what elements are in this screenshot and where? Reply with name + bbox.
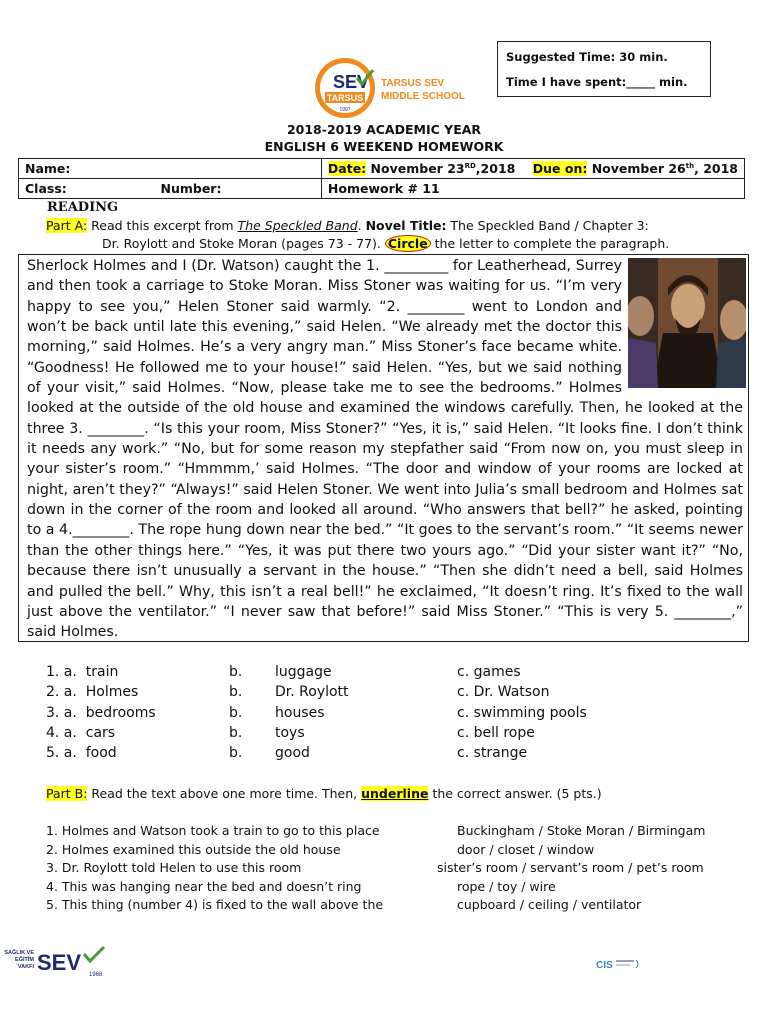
option-number: 5. a. xyxy=(46,745,77,762)
question-row xyxy=(46,841,595,860)
question-text: 3. Dr. Roylott told Helen to use this room xyxy=(46,860,302,876)
circle-keyword: Circle xyxy=(385,235,431,252)
story-illustration-image xyxy=(628,258,746,388)
homework-title: ENGLISH 6 WEEKEND HOMEWORK xyxy=(264,139,504,154)
name-cell[interactable] xyxy=(19,159,322,179)
part-a-text-2: . xyxy=(357,218,366,233)
date-year: ,2018 xyxy=(475,161,516,176)
question-text: 1. Holmes and Watson took a train to go to this place xyxy=(46,823,380,838)
class-number-cell[interactable] xyxy=(19,179,322,199)
question-row xyxy=(46,859,704,878)
option-a[interactable] xyxy=(46,703,156,723)
foundation-mark: SEV xyxy=(37,950,82,975)
time-box xyxy=(497,41,711,97)
novel-title-value: The Speckled Band / Chapter 3: xyxy=(446,218,649,233)
school-name-line1: TARSUS SEV xyxy=(381,78,445,89)
option-b[interactable]: good xyxy=(275,745,310,762)
answer-choices[interactable]: rope / toy / wire xyxy=(457,878,556,894)
option-a[interactable] xyxy=(46,743,117,763)
suggested-time: Suggested Time: 30 min. xyxy=(506,50,668,64)
part-b-instructions xyxy=(46,786,602,801)
time-spent: Time I have spent:_____ min. xyxy=(506,75,688,89)
part-b-label: Part B: xyxy=(46,786,88,801)
class-label: Class: xyxy=(25,181,67,196)
logo-year: 1997 xyxy=(339,107,351,113)
option-b-label: b. xyxy=(229,684,243,701)
question-row xyxy=(46,822,706,841)
option-a[interactable] xyxy=(46,662,118,682)
homework-number: Homework # 11 xyxy=(327,181,440,196)
option-number: 3. a. xyxy=(46,704,77,721)
option-a-text: food xyxy=(85,745,117,762)
cis-logo xyxy=(596,956,644,970)
school-logo xyxy=(313,56,473,120)
option-b-label: b. xyxy=(229,704,243,721)
option-b-label: b. xyxy=(229,724,243,741)
part-b-text-2: the correct answer. (5 pts.) xyxy=(428,786,602,801)
sev-foundation-logo-icon xyxy=(4,944,108,978)
passage-text: Sherlock Holmes and I (Dr. Watson) caught the 1. _________ for Leatherhead, Surrey and then took a carriage to Stoke Moran. Miss Stoner was waiting for us. “I’m very happy to see you,” Helen Stoner said warmly. “2. ________ went to London and won’t be back until late this evening,” said Helen. “We already met the doctor this morning,” said Holmes. He’s a very angry man.” Miss Stoner’s face became white. “Goodness! He followed me to your house!” said Helen. “Yes, but we said nothing of your visit,” said Holmes. “Now, please take me to see the bedrooms.” Holmes looked at the outside of the old house and examined the windows carefully. Then, he looked at the three 3. ________. “Is this your room, Miss Stoner?” “Yes, it is,” said Helen. “It looks fine. I don’t think it needs any work.” “No, but for some reason my stepfather said “From now on, you must sleep in your sister’s room.” “Hmmmm,’ said Holmes. “The door and window of your rooms are locked at night, aren’t they?” “Always!” said Helen Stoner. We went into Julia’s small bedroom and Holmes sat down in the corner of the room and looked all around. “Who answers that bell?” he asked, pointing to a 4.________. The rope hung down near the bed.” “It goes to the servant’s room.” “It seems newer than the other things here.” “Yes, it was put there two yours ago.” “Did your sister want it?” “No, because there isn’t unusually a servant in the house.” “Then she didn’t need a bell, said Holmes and pulled the bell.” Why, this isn’t a real bell!” he exclaimed, “It doesn’t ring. It’s fixed to the wall just above the ventilator.” “I never saw that before!” said Miss Stoner.” “This is very 5. ________,” said Holmes. xyxy=(27,258,743,641)
option-b-label: b. xyxy=(229,664,243,680)
reading-heading: READING xyxy=(47,200,119,215)
question-text: 2. Holmes examined this outside the old house xyxy=(46,841,341,857)
option-b[interactable]: Dr. Roylott xyxy=(275,684,349,701)
option-c[interactable]: c. games xyxy=(457,664,521,680)
novel-title-label: Novel Title: xyxy=(365,218,447,233)
option-a[interactable] xyxy=(46,723,115,743)
number-label: Number: xyxy=(160,181,222,196)
due-year: , 2018 xyxy=(694,161,738,176)
option-c[interactable]: c. bell rope xyxy=(457,724,535,741)
foundation-line1: SAĞLIK VE xyxy=(4,950,34,956)
option-b[interactable]: houses xyxy=(275,704,325,721)
due-sup: th xyxy=(685,161,695,170)
part-a-instructions-line2 xyxy=(102,236,669,251)
option-a-text: Holmes xyxy=(85,684,139,701)
date-sup: RD xyxy=(464,161,476,170)
book-title: The Speckled Band xyxy=(237,218,358,233)
name-label: Name: xyxy=(25,161,71,176)
option-c[interactable]: c. swimming pools xyxy=(457,704,587,721)
option-b-label: b. xyxy=(229,745,243,762)
school-name-line2: MIDDLE SCHOOL xyxy=(381,91,465,102)
answer-choices[interactable]: Buckingham / Stoke Moran / Birmingam xyxy=(457,823,706,838)
answer-choices[interactable]: door / closet / window xyxy=(457,841,595,857)
part-a-label: Part A: xyxy=(46,218,88,233)
question-text: 5. This thing (number 4) is fixed to the wall above the xyxy=(46,897,384,913)
question-text: 4. This was hanging near the bed and doesn’t ring xyxy=(46,878,362,894)
option-b[interactable]: luggage xyxy=(275,664,332,680)
option-a[interactable] xyxy=(46,682,138,702)
option-a-text: cars xyxy=(85,724,116,741)
reading-passage-box xyxy=(18,254,749,642)
answer-choices[interactable]: sister’s room / servant’s room / pet’s room xyxy=(437,860,704,876)
date-label: Date: xyxy=(327,161,367,176)
foundation-line3: VAKFI xyxy=(17,964,34,970)
option-c[interactable]: c. Dr. Watson xyxy=(457,684,550,701)
sev-logo-icon xyxy=(313,56,473,120)
option-c[interactable]: c. strange xyxy=(457,745,528,762)
due-label: Due on: xyxy=(532,161,588,176)
cis-mark: CIS xyxy=(596,960,613,971)
option-b[interactable]: toys xyxy=(275,724,305,741)
part-b-questions xyxy=(46,822,706,915)
part-a-instructions xyxy=(46,218,649,233)
foundation-year: 1968 xyxy=(89,972,103,978)
logo-mark: SEV xyxy=(333,72,370,92)
option-number: 1. a. xyxy=(46,664,77,680)
logo-sub: TARSUS xyxy=(326,93,364,103)
option-number: 2. a. xyxy=(46,684,77,701)
academic-year-heading: 2018-2019 ACADEMIC YEAR xyxy=(286,122,482,137)
student-info-table xyxy=(18,158,745,199)
foundation-line2: EĞİTİM xyxy=(15,957,34,963)
chapter-pages: Dr. Roylott and Stoke Moran (pages 73 - 77). xyxy=(102,236,385,251)
part-a-text: Read this excerpt from xyxy=(87,218,238,233)
cis-logo-icon xyxy=(596,957,644,971)
part-b-text: Read the text above one more time. Then, xyxy=(87,786,362,801)
foundation-logo xyxy=(4,944,108,978)
option-a-text: bedrooms xyxy=(85,704,156,721)
due-value: November 26 xyxy=(591,161,686,176)
instruction-end: the letter to complete the paragraph. xyxy=(430,236,670,251)
date-cell xyxy=(321,159,744,179)
option-number: 4. a. xyxy=(46,724,77,741)
option-a-text: train xyxy=(85,664,119,680)
question-row xyxy=(46,896,642,915)
question-row xyxy=(46,878,556,897)
underline-keyword: underline xyxy=(361,786,429,801)
date-value: November 23 xyxy=(370,161,465,176)
answer-choices[interactable]: cupboard / ceiling / ventilator xyxy=(457,897,642,913)
homework-cell xyxy=(321,179,744,199)
